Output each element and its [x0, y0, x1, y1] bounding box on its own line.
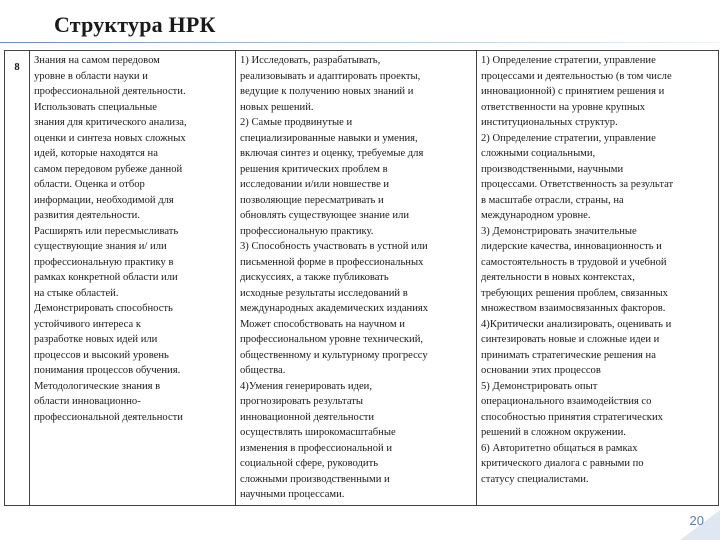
col1-line: Методологические знания в	[34, 380, 161, 392]
col3-line: международном уровне.	[481, 210, 591, 221]
col2-line: решения критических проблем в	[240, 163, 388, 175]
col2-line: Может способствовать на научном и	[240, 318, 405, 330]
col1-line: Расширять или пересмысливать	[34, 225, 179, 237]
col3-line: деятельности в новых контекстах,	[481, 272, 635, 283]
col2-line: инновационной деятельности	[240, 411, 375, 423]
col1-line: знания для критического анализа,	[34, 117, 187, 128]
col2-line: 4)Умения генерировать идеи,	[240, 380, 372, 392]
col1-line: рамках конкретной области или	[34, 272, 178, 283]
col2-line: позволяющие пересматривать и	[240, 194, 384, 206]
col1-line: Знания на самом передовом	[34, 55, 160, 66]
col1-line: на стыке областей.	[34, 287, 119, 299]
col1-line: профессиональную практику в	[34, 256, 174, 268]
col1-line: профессиональной деятельности	[34, 411, 183, 423]
col1-line: профессиональной деятельности.	[34, 86, 186, 97]
col2-line: сложными производственными и	[240, 473, 390, 485]
col1-line: устойчивого интереса к	[34, 318, 141, 330]
page-number-badge	[668, 510, 720, 540]
col3-line: сложными социальными,	[481, 148, 596, 159]
col2-line: 1) Исследовать, разрабатывать,	[240, 55, 381, 66]
page-number: 20	[689, 513, 704, 528]
col1-line: процессов и высокий уровень	[34, 349, 169, 361]
col3-line: 2) Определение стратегии, управление	[481, 132, 656, 144]
skills-cell	[236, 51, 477, 506]
row-number-cell: 8	[5, 51, 30, 506]
competencies-text	[481, 53, 714, 487]
col3-line: решений в сложном окружении.	[481, 427, 626, 438]
col3-line: институциональных структур.	[481, 117, 618, 128]
col2-line: реализовывать и адаптировать проекты,	[240, 70, 421, 82]
col3-line: 3) Демонстрировать значительные	[481, 225, 637, 237]
col2-line: осуществлять широкомасштабные	[240, 427, 396, 438]
knowledge-cell	[30, 51, 236, 506]
col3-line: синтезировать новые и сложные идеи и	[481, 334, 660, 345]
col2-line: включая синтез и оценку, требуемые для	[240, 148, 424, 159]
col1-line: Демонстрировать способность	[34, 303, 173, 314]
col2-line: 2) Самые продвинутые и	[240, 117, 353, 128]
col3-line: требующих решения проблем, связанных	[481, 287, 668, 299]
col1-line: самом передовом рубеже данной	[34, 163, 183, 175]
col2-line: исследовании и/или новшестве и	[240, 179, 390, 190]
col3-line: критического диалога с равными по	[481, 458, 644, 469]
col2-line: новых решений.	[240, 101, 314, 113]
col1-line: области. Оценка и отбор	[34, 179, 145, 190]
col2-line: социальной сфере, руководить	[240, 458, 379, 469]
col2-line: профессиональную практику.	[240, 225, 374, 237]
col3-line: основании этих процессов	[481, 365, 601, 376]
col1-line: оценки и синтеза новых сложных	[34, 132, 186, 144]
col2-line: научными процессами.	[240, 489, 345, 500]
col3-line: процессами. Ответственность за результат	[481, 179, 674, 190]
col2-line: прогнозировать результаты	[240, 396, 363, 407]
col3-line: статусу специалистами.	[481, 473, 589, 485]
col1-line: понимания процессов обучения.	[34, 365, 181, 376]
col2-line: специализированные навыки и умения,	[240, 132, 418, 144]
col2-line: исходные результаты исследований в	[240, 287, 408, 299]
col2-line: обновлять существующее знание или	[240, 210, 410, 221]
slide-title: Структура НРК	[54, 12, 216, 37]
col3-line: 6) Авторитетно общаться в рамках	[481, 442, 638, 454]
col1-line: существующие знания и/ или	[34, 241, 167, 252]
col3-line: ответственности на уровне крупных	[481, 101, 645, 113]
col2-line: общества.	[240, 365, 286, 376]
col3-line: лидерские качества, инновационность и	[481, 241, 662, 252]
competencies-cell	[477, 51, 719, 506]
col3-line: множеством взаимосвязанных факторов.	[481, 303, 666, 314]
col2-line: ведущие к получению новых знаний и	[240, 86, 414, 97]
col1-line: Использовать специальные	[34, 101, 157, 113]
col3-line: операционального взаимодействия со	[481, 396, 652, 407]
col3-line: инновационной) с принятием решения и	[481, 86, 665, 97]
col3-line: самостоятельность в трудовой и учебной	[481, 256, 667, 268]
col1-line: области инновационно-	[34, 396, 141, 407]
col3-line: в масштабе отрасли, страны, на	[481, 194, 624, 206]
col3-line: 1) Определение стратегии, управление	[481, 55, 656, 66]
col2-line: 3) Способность участвовать в устной или	[240, 241, 428, 252]
col2-line: изменения в профессиональной и	[240, 442, 392, 454]
col3-line: 4)Критически анализировать, оценивать и	[481, 318, 672, 330]
col2-line: профессиональном уровне технический,	[240, 334, 424, 345]
title-divider	[0, 42, 720, 43]
col3-line: производственными, научными	[481, 163, 624, 175]
col1-line: развития деятельности.	[34, 210, 140, 221]
skills-text	[240, 53, 472, 503]
col1-line: разработке новых идей или	[34, 334, 158, 345]
col2-line: международных академических изданиях	[240, 303, 429, 314]
col3-line: процессами и деятельностью (в том числе	[481, 70, 672, 82]
col3-line: принимать стратегические решения на	[481, 349, 656, 361]
col2-line: письменной форме в профессиональных	[240, 256, 424, 268]
col2-line: дискуссиях, а также публиковать	[240, 272, 389, 283]
col1-line: уровне в области науки и	[34, 70, 148, 82]
col2-line: общественному и культурному прогрессу	[240, 349, 428, 361]
nrk-structure-table	[4, 50, 719, 506]
col3-line: способностью принятия стратегических	[481, 411, 663, 423]
col1-line: идей, которые находятся на	[34, 148, 158, 159]
knowledge-text	[34, 53, 231, 425]
col3-line: 5) Демонстрировать опыт	[481, 380, 598, 392]
col1-line: информации, необходимой для	[34, 194, 174, 206]
table-row	[5, 51, 719, 506]
